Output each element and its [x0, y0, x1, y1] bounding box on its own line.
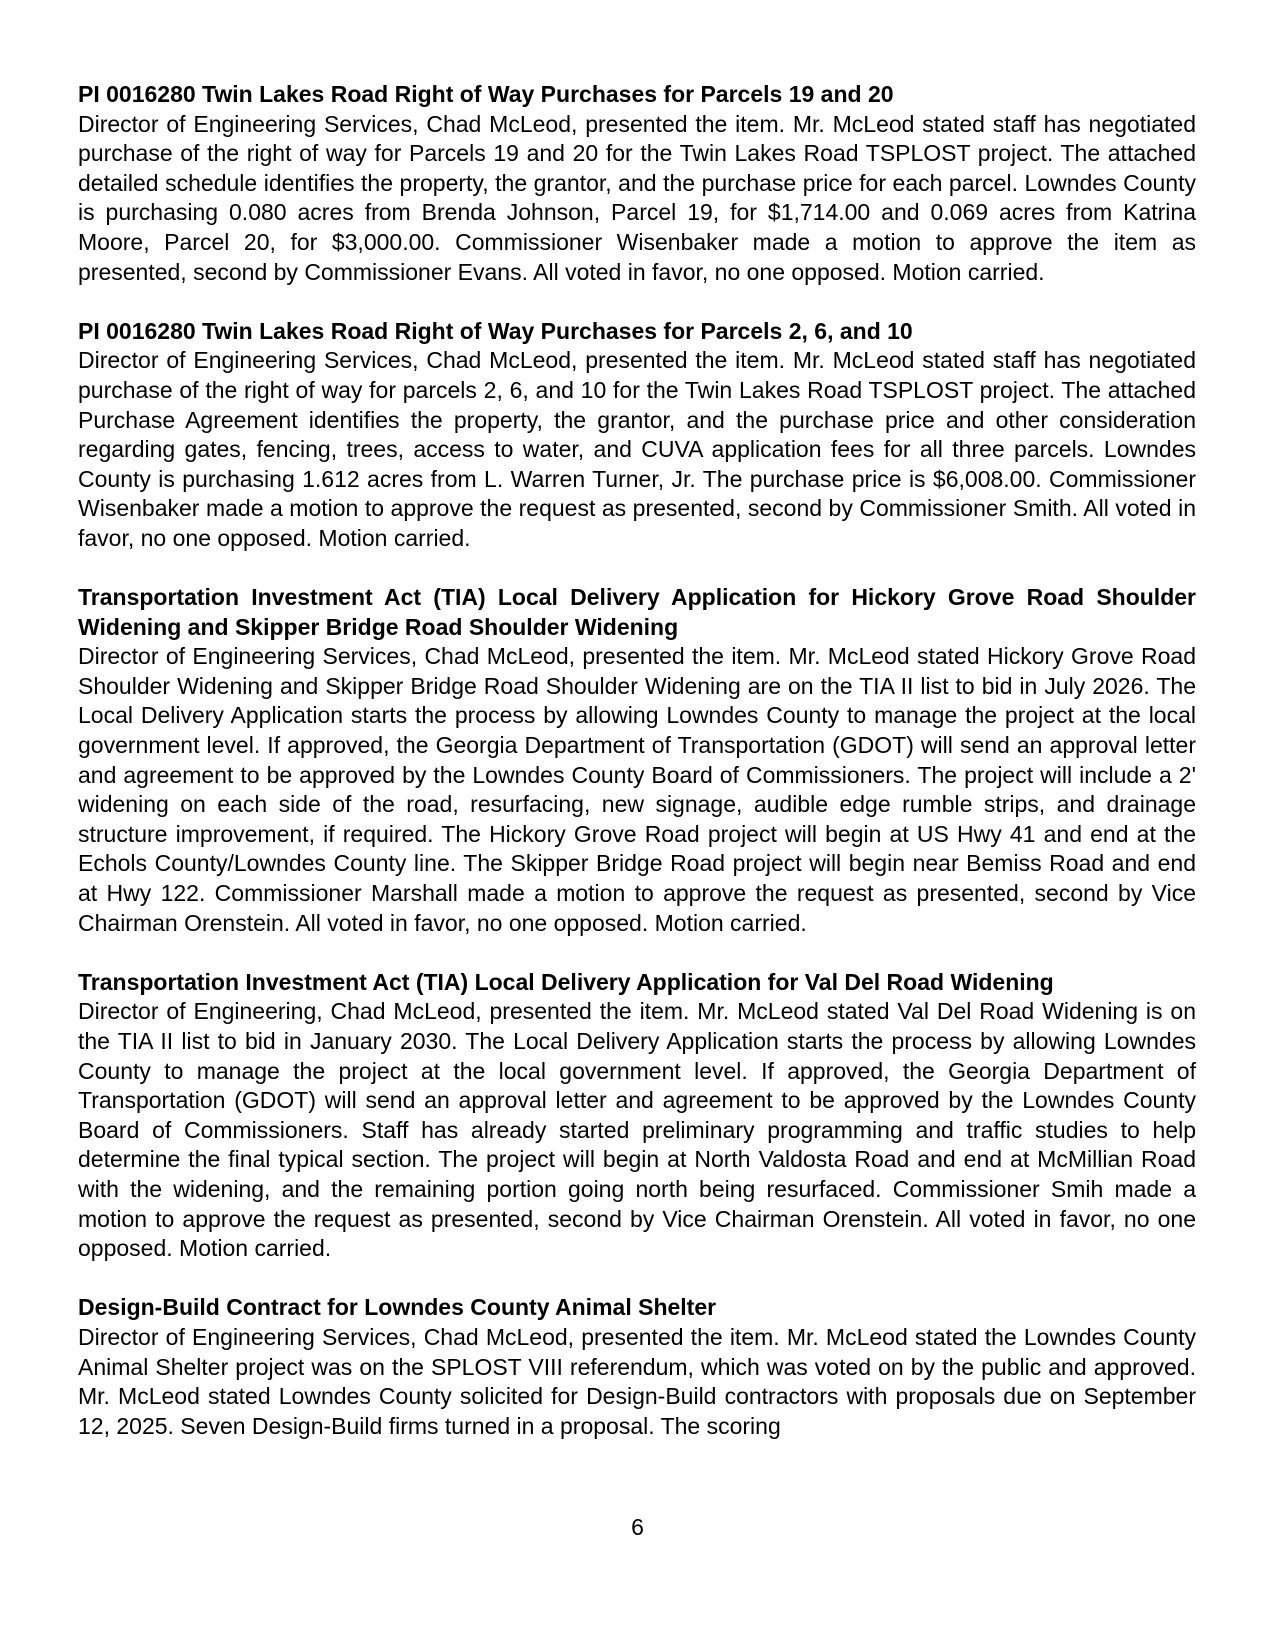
section-heading: PI 0016280 Twin Lakes Road Right of Way Purchases for Parcels 19 and 20	[78, 81, 894, 107]
section-body: Director of Engineering Services, Chad McLeod, presented the item. Mr. McLeod stated staff has negotiated purchase of the right of way for parcels 2, 6, and 10 for the Twin Lakes Road TSPLOST project. The attached Purchase Agreement identifies the property, the grantor, and the purchase price and other consideration regarding gates, fencing, trees, access to water, and CUVA application fees for all three parcels. Lowndes County is purchasing 1.612 acres from L. Warren Turner, Jr. The purchase price is $6,008.00. Commissioner Wisenbaker made a motion to approve the request as presented, second by Commissioner Smith. All voted in favor, no one opposed. Motion carried.	[78, 347, 1196, 551]
section-heading: PI 0016280 Twin Lakes Road Right of Way Purchases for Parcels 2, 6, and 10	[78, 317, 913, 344]
section-animal-shelter-design-build	[78, 1293, 1196, 1441]
section-heading: Transportation Investment Act (TIA) Local Delivery Application for Val Del Road Widening	[78, 968, 1054, 995]
section-twin-lakes-parcels-2-6-10	[78, 317, 1196, 554]
section-body: Director of Engineering Services, Chad McLeod, presented the item. Mr. McLeod stated Hickory Grove Road Shoulder Widening and Skipper Bridge Road Shoulder Widening are on the TIA II list to bid in July 2026. The Local Delivery Application starts the process by allowing Lowndes County to manage the project at the local government level. If approved, the Georgia Department of Transportation (GDOT) will send an approval letter and agreement to be approved by the Lowndes County Board of Commissioners. The project will include a 2' widening on each side of the road, resurfacing, new signage, audible edge rumble strips, and drainage structure improvement, if required. The Hickory Grove Road project will begin at US Hwy 41 and end at the Echols County/Lowndes County line. The Skipper Bridge Road project will begin near Bemiss Road and end at Hwy 122. Commissioner Marshall made a motion to approve the request as presented, second by Vice Chairman Orenstein. All voted in favor, no one opposed. Motion carried.	[78, 643, 1196, 936]
section-twin-lakes-parcels-19-20	[78, 80, 1196, 287]
section-body: Director of Engineering Services, Chad McLeod, presented the item. Mr. McLeod stated staff has negotiated purchase of the right of way for Parcels 19 and 20 for the Twin Lakes Road TSPLOST project. The attached detailed schedule identifies the property, the grantor, and the purchase price for each parcel. Lowndes County is purchasing 0.080 acres from Brenda Johnson, Parcel 19, for $1,714.00 and 0.069 acres from Katrina Moore, Parcel 20, for $3,000.00. Commissioner Wisenbaker made a motion to approve the item as presented, second by Commissioner Evans. All voted in favor, no one opposed. Motion carried.	[78, 110, 1196, 285]
section-tia-val-del-road	[78, 968, 1196, 1264]
section-heading: Design-Build Contract for Lowndes County Animal Shelter	[78, 1294, 717, 1321]
page-number: 6	[631, 1514, 644, 1540]
minutes-content	[78, 80, 1196, 1471]
section-heading: Transportation Investment Act (TIA) Local Delivery Application for Hickory Grove Road Shoulder Widening and Skipper Bridge Road Shoulder Widening	[78, 584, 1196, 640]
section-body: Director of Engineering Services, Chad McLeod, presented the item. Mr. McLeod stated the Lowndes County Animal Shelter project was on the SPLOST VIII referendum, which was voted on by the public and approved. Mr. McLeod stated Lowndes County solicited for Design-Build contractors with proposals due on September 12, 2025. Seven Design-Build firms turned in a proposal. The scoring	[78, 1323, 1196, 1439]
section-body: Director of Engineering, Chad McLeod, presented the item. Mr. McLeod stated Val Del Road Widening is on the TIA II list to bid in January 2030. The Local Delivery Application starts the process by allowing Lowndes County to manage the project at the local government level. If approved, the Georgia Department of Transportation (GDOT) will send an approval letter and agreement to be approved by the Lowndes County Board of Commissioners. Staff has already started preliminary programming and traffic studies to help determine the final typical section. The project will begin at North Valdosta Road and end at McMillian Road with the widening, and the remaining portion going north being resurfaced. Commissioner Smih made a motion to approve the request as presented, second by Vice Chairman Orenstein. All voted in favor, no one opposed. Motion carried.	[78, 998, 1196, 1262]
section-tia-hickory-grove-skipper-bridge	[78, 583, 1196, 938]
